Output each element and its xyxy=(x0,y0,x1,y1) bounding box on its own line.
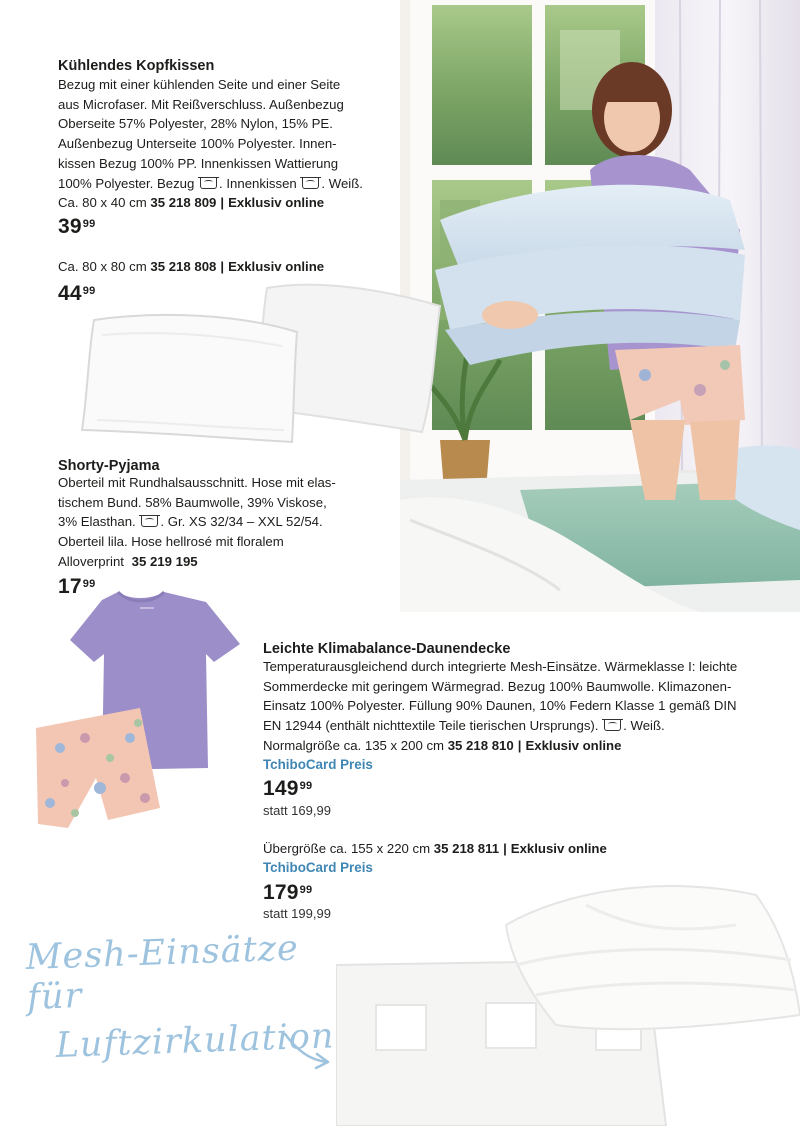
duvet-title: Leichte Klimabalance-Daunendecke xyxy=(263,641,511,657)
price-cents: 99 xyxy=(82,218,96,230)
pillow-desc-text: . Innenkissen xyxy=(219,175,297,191)
price-cents: 99 xyxy=(299,884,313,896)
pillow-description xyxy=(58,75,398,213)
duvet-description xyxy=(263,657,783,774)
pillow-desc-line: kissen Bezug 100% PP. Innenkissen Wattierung xyxy=(58,155,339,171)
duvet-old-price: statt 169,99 xyxy=(263,803,331,818)
pyjama-desc-text: 3% Elasthan. xyxy=(58,514,136,530)
duvet-size: Übergröße ca. 155 x 220 cm xyxy=(263,841,431,856)
duvet-size-row: Normalgröße ca. 135 x 200 cm 35 218 810 | Exklusiv online xyxy=(263,737,622,753)
price-main: 149 xyxy=(263,777,299,800)
pillow-desc-line: Oberseite 57% Polyester, 28% Nylon, 15% PE. xyxy=(58,116,333,132)
duvet-desc-line-care xyxy=(263,716,783,736)
washing-icon xyxy=(302,177,319,189)
price-cents: 99 xyxy=(82,285,96,297)
pillow-size: Ca. 80 x 80 cm xyxy=(58,259,147,274)
pillow-article-number: 35 218 808 xyxy=(150,259,217,274)
pillow-online-badge: Exklusiv online xyxy=(228,195,325,211)
pillows-image xyxy=(62,280,447,450)
washing-icon xyxy=(604,719,621,731)
duvet-image xyxy=(336,865,800,1126)
duvet-desc-text: EN 12944 (enthält nichttextile Teile tierischen Ursprungs). xyxy=(263,718,599,734)
price-cents: 99 xyxy=(299,780,313,792)
duvet-article-number: 35 218 810 xyxy=(447,737,514,753)
duvet-desc-line: Temperaturausgleichend durch integrierte Mesh-Einsätze. Wärmeklasse I: leichte xyxy=(263,659,738,674)
bedroom-photo xyxy=(400,0,800,612)
pillows-art xyxy=(62,280,447,450)
pillow-desc-text: . Weiß. xyxy=(321,175,363,191)
pyjama-image xyxy=(30,588,245,833)
price-main: 179 xyxy=(263,881,299,904)
pyjama-desc-text: Alloverprint xyxy=(58,553,124,569)
pillow-size-row: Ca. 80 x 40 cm 35 218 809 | Exklusiv online xyxy=(58,195,325,211)
pyjama-desc-line-care xyxy=(58,512,398,532)
duvet-desc-line: Sommerdecke mit geringem Wärmegrad. Bezug 100% Baumwolle. Klimazonen- xyxy=(263,678,732,694)
duvet-size-row: Übergröße ca. 155 x 220 cm 35 218 811 | Exklusiv online xyxy=(263,841,607,856)
pillow-title: Kühlendes Kopfkissen xyxy=(58,58,215,74)
duvet-desc-text: . Weiß. xyxy=(623,718,665,734)
duvet-size: Normalgröße ca. 135 x 200 cm xyxy=(263,737,445,753)
tchibocard-label: TchiboCard Preis xyxy=(263,859,373,875)
pillow-size-row-large: Ca. 80 x 80 cm 35 218 808 | Exklusiv online xyxy=(58,259,325,274)
pillow-desc-line: Bezug mit einer kühlenden Seite und einer Seite xyxy=(58,77,341,92)
washing-icon xyxy=(200,177,217,189)
tchibocard-label: TchiboCard Preis xyxy=(263,756,373,772)
pyjama-desc-line: Oberteil lila. Hose hellrosé mit floralem xyxy=(58,534,284,550)
duvet-article-number: 35 218 811 xyxy=(433,841,500,856)
pillow-article-number: 35 218 809 xyxy=(150,195,217,211)
pyjama-desc-line: Oberteil mit Rundhalsausschnitt. Hose mit elas- xyxy=(58,475,336,490)
price-main: 17 xyxy=(58,575,82,598)
script-line-1: Mesh-Einsätze für xyxy=(25,928,300,1018)
pyjama-desc-line xyxy=(58,552,398,572)
duvet-desc-line: Einsatz 100% Polyester. Füllung 90% Daunen, 10% Federn Klasse 1 gemäß DIN xyxy=(263,698,737,714)
pillow-price-small xyxy=(58,215,95,239)
duvet-online-badge: Exklusiv online xyxy=(510,841,607,856)
price-main: 39 xyxy=(58,215,82,238)
pillow-online-badge: Exklusiv online xyxy=(228,259,325,274)
duvet-online-badge: Exklusiv online xyxy=(525,737,622,753)
pyjama-article-number: 35 219 195 xyxy=(131,553,198,569)
script-note xyxy=(25,928,355,1078)
pillow-desc-line: aus Microfaser. Mit Reißverschluss. Außenbezug xyxy=(58,96,344,112)
washing-icon xyxy=(141,515,158,527)
duvet-old-price: statt 199,99 xyxy=(263,906,331,921)
duvet-price-normal xyxy=(263,777,312,801)
duvet-art xyxy=(336,865,800,1126)
arrow-icon xyxy=(283,1030,333,1070)
price-cents: 99 xyxy=(82,578,96,590)
pyjama-title: Shorty-Pyjama xyxy=(58,458,160,474)
pillow-desc-line: Außenbezug Unterseite 100% Polyester. Innen- xyxy=(58,136,337,152)
price-main: 44 xyxy=(58,282,82,305)
duvet-price-large xyxy=(263,881,312,905)
pyjama-desc-text: . Gr. XS 32/34 – XXL 52/54. xyxy=(160,514,323,530)
script-line-2: Luftzirkulation xyxy=(55,1016,336,1066)
pyjama-description xyxy=(58,473,398,572)
pillow-desc-text: 100% Polyester. Bezug xyxy=(58,175,195,191)
pyjama-art xyxy=(30,588,245,833)
bedroom-photo-art xyxy=(400,0,800,612)
pyjama-desc-line: tischem Bund. 58% Baumwolle, 39% Viskose, xyxy=(58,494,327,510)
pillow-desc-line-care xyxy=(58,174,398,194)
pillow-size: Ca. 80 x 40 cm xyxy=(58,195,147,211)
